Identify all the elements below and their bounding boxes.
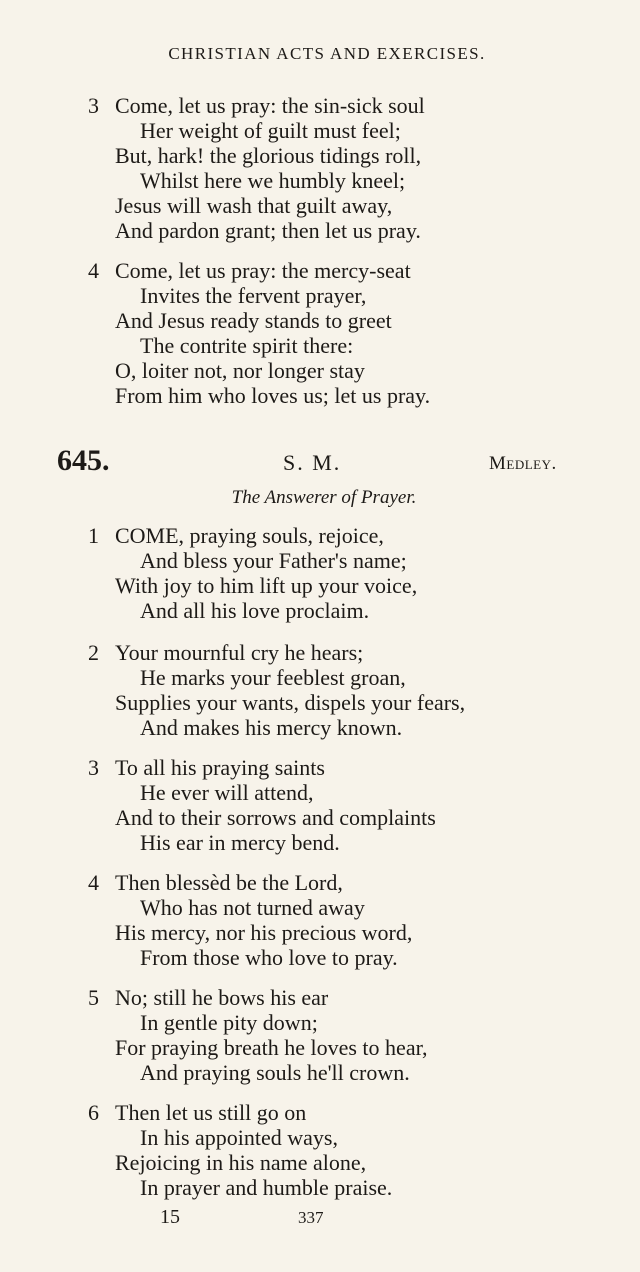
verse-line: From him who loves us; let us pray. xyxy=(115,383,431,408)
verse-line: Come, let us pray: the mercy-seat xyxy=(115,258,411,283)
verse-line: Her weight of guilt must feel; xyxy=(140,118,401,143)
verse-number: 1 xyxy=(88,523,99,548)
verse-line: Then let us still go on xyxy=(115,1100,307,1125)
verse-number: 4 xyxy=(88,870,99,895)
hymn-header xyxy=(0,446,640,476)
hymn-number: 645. xyxy=(57,444,110,477)
verse-line: In prayer and humble praise. xyxy=(140,1175,393,1200)
verse-number: 2 xyxy=(88,640,99,665)
verse-line: And to their sorrows and complaints xyxy=(115,805,436,830)
signature-mark: 15 xyxy=(160,1206,180,1228)
verse-line: Jesus will wash that guilt away, xyxy=(115,193,393,218)
verse-number: 3 xyxy=(88,93,99,118)
verse-line: And Jesus ready stands to greet xyxy=(115,308,392,333)
verse-line: Come, let us pray: the sin-sick soul xyxy=(115,93,425,118)
verse-line: And pardon grant; then let us pray. xyxy=(115,218,421,243)
verse-line: Supplies your wants, dispels your fears, xyxy=(115,690,466,715)
verse-line: O, loiter not, nor longer stay xyxy=(115,358,365,383)
verse-line: And all his love proclaim. xyxy=(140,598,370,623)
verse-line: COME, praying souls, rejoice, xyxy=(115,523,384,548)
verse-line: Whilst here we humbly kneel; xyxy=(140,168,406,193)
verse-line: Who has not turned away xyxy=(140,895,365,920)
verse-line: The contrite spirit there: xyxy=(140,333,354,358)
verse-number: 6 xyxy=(88,1100,99,1125)
verse-line: He marks your feeblest groan, xyxy=(140,665,406,690)
verse-line: And praying souls he'll crown. xyxy=(140,1060,410,1085)
verse-line: And makes his mercy known. xyxy=(140,715,403,740)
verse-line: But, hark! the glorious tidings roll, xyxy=(115,143,422,168)
verse-line: And bless your Father's name; xyxy=(140,548,407,573)
verse-line: To all his praying saints xyxy=(115,755,325,780)
verse-line: For praying breath he loves to hear, xyxy=(115,1035,428,1060)
hymn-title: The Answerer of Prayer. xyxy=(231,487,417,508)
verse-number: 4 xyxy=(88,258,99,283)
hymn-meter: S. M. xyxy=(283,450,342,475)
page-number: 337 xyxy=(298,1208,324,1227)
verse-line: With joy to him lift up your voice, xyxy=(115,573,418,598)
verse-number: 5 xyxy=(88,985,99,1010)
verse-line: In his appointed ways, xyxy=(140,1125,338,1150)
verse-line: Rejoicing in his name alone, xyxy=(115,1150,367,1175)
verse-line: Invites the fervent prayer, xyxy=(140,283,367,308)
verse-line: Your mournful cry he hears; xyxy=(115,640,364,665)
verse-line: His ear in mercy bend. xyxy=(140,830,340,855)
verse-line: From those who love to pray. xyxy=(140,945,398,970)
verse-number: 3 xyxy=(88,755,99,780)
verse-line: No; still he bows his ear xyxy=(115,985,329,1010)
running-head: CHRISTIAN ACTS AND EXERCISES. xyxy=(168,44,486,63)
verse-line: He ever will attend, xyxy=(140,780,314,805)
hymn-tune: Medley. xyxy=(489,453,557,474)
verse-line: His mercy, nor his precious word, xyxy=(115,920,413,945)
verse-line: Then blessèd be the Lord, xyxy=(115,870,343,895)
verse-line: In gentle pity down; xyxy=(140,1010,318,1035)
